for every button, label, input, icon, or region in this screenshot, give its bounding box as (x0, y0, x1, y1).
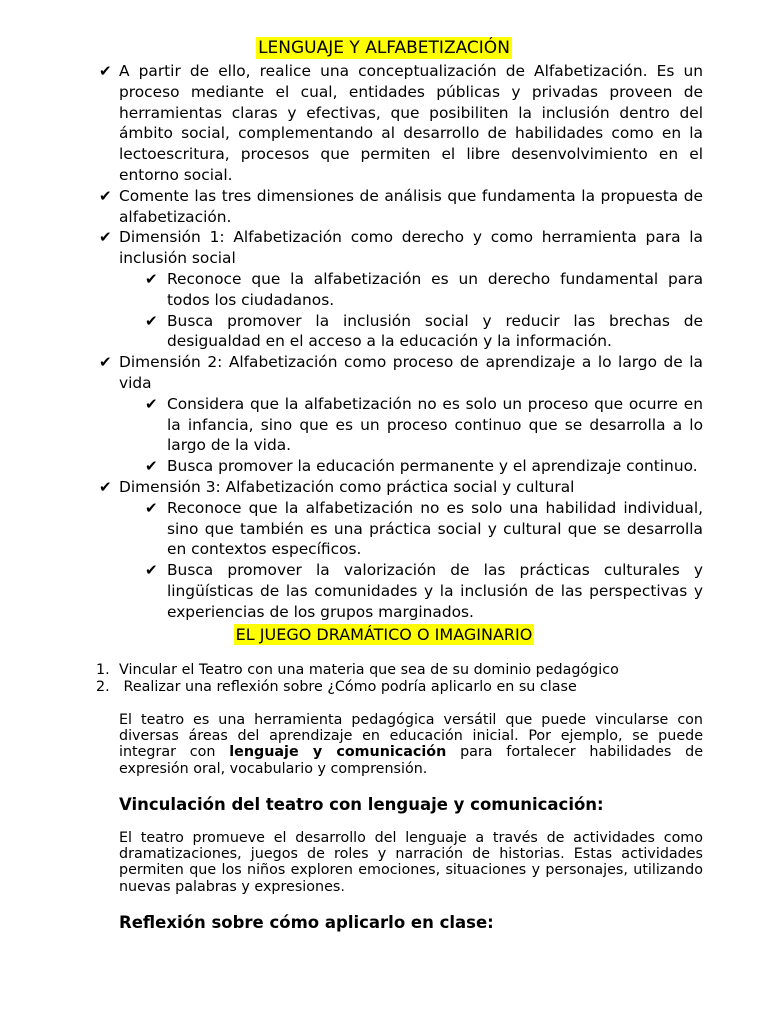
check-subitem (96, 498, 703, 560)
check-item-text: A partir de ello, realice una conceptualización de Alfabetización. Es un proceso mediante el cual, entidades públicas y privadas proveen de herramientas claras y efectivas, que posibiliten la inclusión dentro del ámbito social, complementando al desarrollo de habilidades como en la lectoescritura, procesos que permiten el libre desenvolvimiento en el entorno social. (119, 62, 703, 184)
check-item-text: Reconoce que la alfabetización no es solo una habilidad individual, sino que también es una práctica social y cultural que se desarrolla en contextos específicos. (167, 498, 703, 559)
section1-title (0, 36, 768, 60)
check-item-text: Comente las tres dimensiones de análisis que fundamenta la propuesta de alfabetización. (119, 186, 703, 226)
check-subitem (96, 311, 703, 353)
heading-vinculacion: Vinculación del teatro con lenguaje y comunicación: (119, 795, 604, 814)
item-number: 1. (96, 662, 110, 678)
checkmark-icon: ✔ (99, 353, 112, 372)
checkmark-icon: ✔ (99, 228, 112, 247)
paragraph-intro-end: para fortalecer habilidades de expresión oral, vocabulario y comprensión. (119, 744, 703, 777)
section2-title-text: EL JUEGO DRAMÁTICO O IMAGINARIO (235, 625, 533, 644)
check-item-text: Dimensión 3: Alfabetización como práctica social y cultural (119, 477, 575, 496)
item-text: Vincular el Teatro con una materia que sea de su dominio pedagógico (119, 662, 619, 678)
section2-title (0, 624, 768, 646)
check-item-text: Busca promover la educación permanente y el aprendizaje continuo. (167, 457, 698, 476)
paragraph-intro-bold: lenguaje y comunicación (229, 744, 447, 761)
check-subitem (96, 560, 703, 622)
section1-checklist (96, 61, 703, 623)
check-subitem (96, 456, 703, 477)
heading-reflexion: Reflexión sobre cómo aplicarlo en clase: (119, 913, 494, 932)
checkmark-icon: ✔ (145, 457, 158, 476)
checkmark-icon: ✔ (145, 561, 158, 580)
item-text: Realizar una reflexión sobre ¿Cómo podría aplicarlo en su clase (119, 678, 577, 695)
checkmark-icon: ✔ (99, 62, 112, 80)
item-number: 2. (96, 678, 110, 695)
check-item (96, 61, 703, 186)
section1-title-text: LENGUAJE Y ALFABETIZACIÓN (258, 38, 510, 58)
check-subitem (96, 269, 703, 311)
checkmark-icon: ✔ (99, 186, 112, 205)
check-subitem (96, 394, 703, 456)
checkmark-icon: ✔ (145, 394, 158, 413)
check-item-text: Considera que la alfabetización no es solo un proceso que ocurre en la infancia, sino que es un proceso continuo que se desarrolla a lo largo de la vida. (167, 394, 703, 455)
check-item-text: Reconoce que la alfabetización es un derecho fundamental para todos los ciudadanos. (167, 269, 703, 309)
checkmark-icon: ✔ (145, 311, 158, 330)
check-item-text: Dimensión 2: Alfabetización como proceso de aprendizaje a lo largo de la vida (119, 353, 703, 392)
check-item-text: Busca promover la inclusión social y reducir las brechas de desigualdad en el acceso a la educación y la información. (167, 311, 703, 351)
paragraph-vinculacion: El teatro promueve el desarrollo del lenguaje a través de actividades como dramatizaciones, juegos de roles y narración de historias. Estas actividades permiten que los niños exploren emociones, situaciones y personajes, utilizando nuevas palabras y expresiones. (119, 830, 703, 895)
checkmark-icon: ✔ (99, 477, 112, 496)
check-item (96, 186, 703, 228)
numbered-item-1 (96, 662, 703, 679)
checkmark-icon: ✔ (145, 269, 158, 288)
checkmark-icon: ✔ (145, 498, 158, 517)
paragraph-intro (119, 712, 703, 777)
check-item (96, 352, 703, 394)
paragraph-intro-start: El teatro es una herramienta pedagógica versátil que puede vincularse con diversas áreas del aprendizaje en educación inicial. Por ejemplo, se puede integrar con (119, 712, 703, 761)
section2-numbered-list (96, 662, 703, 695)
check-item (96, 477, 703, 498)
check-item-text: Busca promover la valorización de las prácticas culturales y lingüísticas de las comunidades y la inclusión de las perspectivas y experiencias de los grupos marginados. (167, 561, 703, 621)
numbered-item-2 (96, 679, 703, 696)
check-item-text: Dimensión 1: Alfabetización como derecho y como herramienta para la inclusión social (119, 228, 703, 268)
check-item (96, 227, 703, 269)
